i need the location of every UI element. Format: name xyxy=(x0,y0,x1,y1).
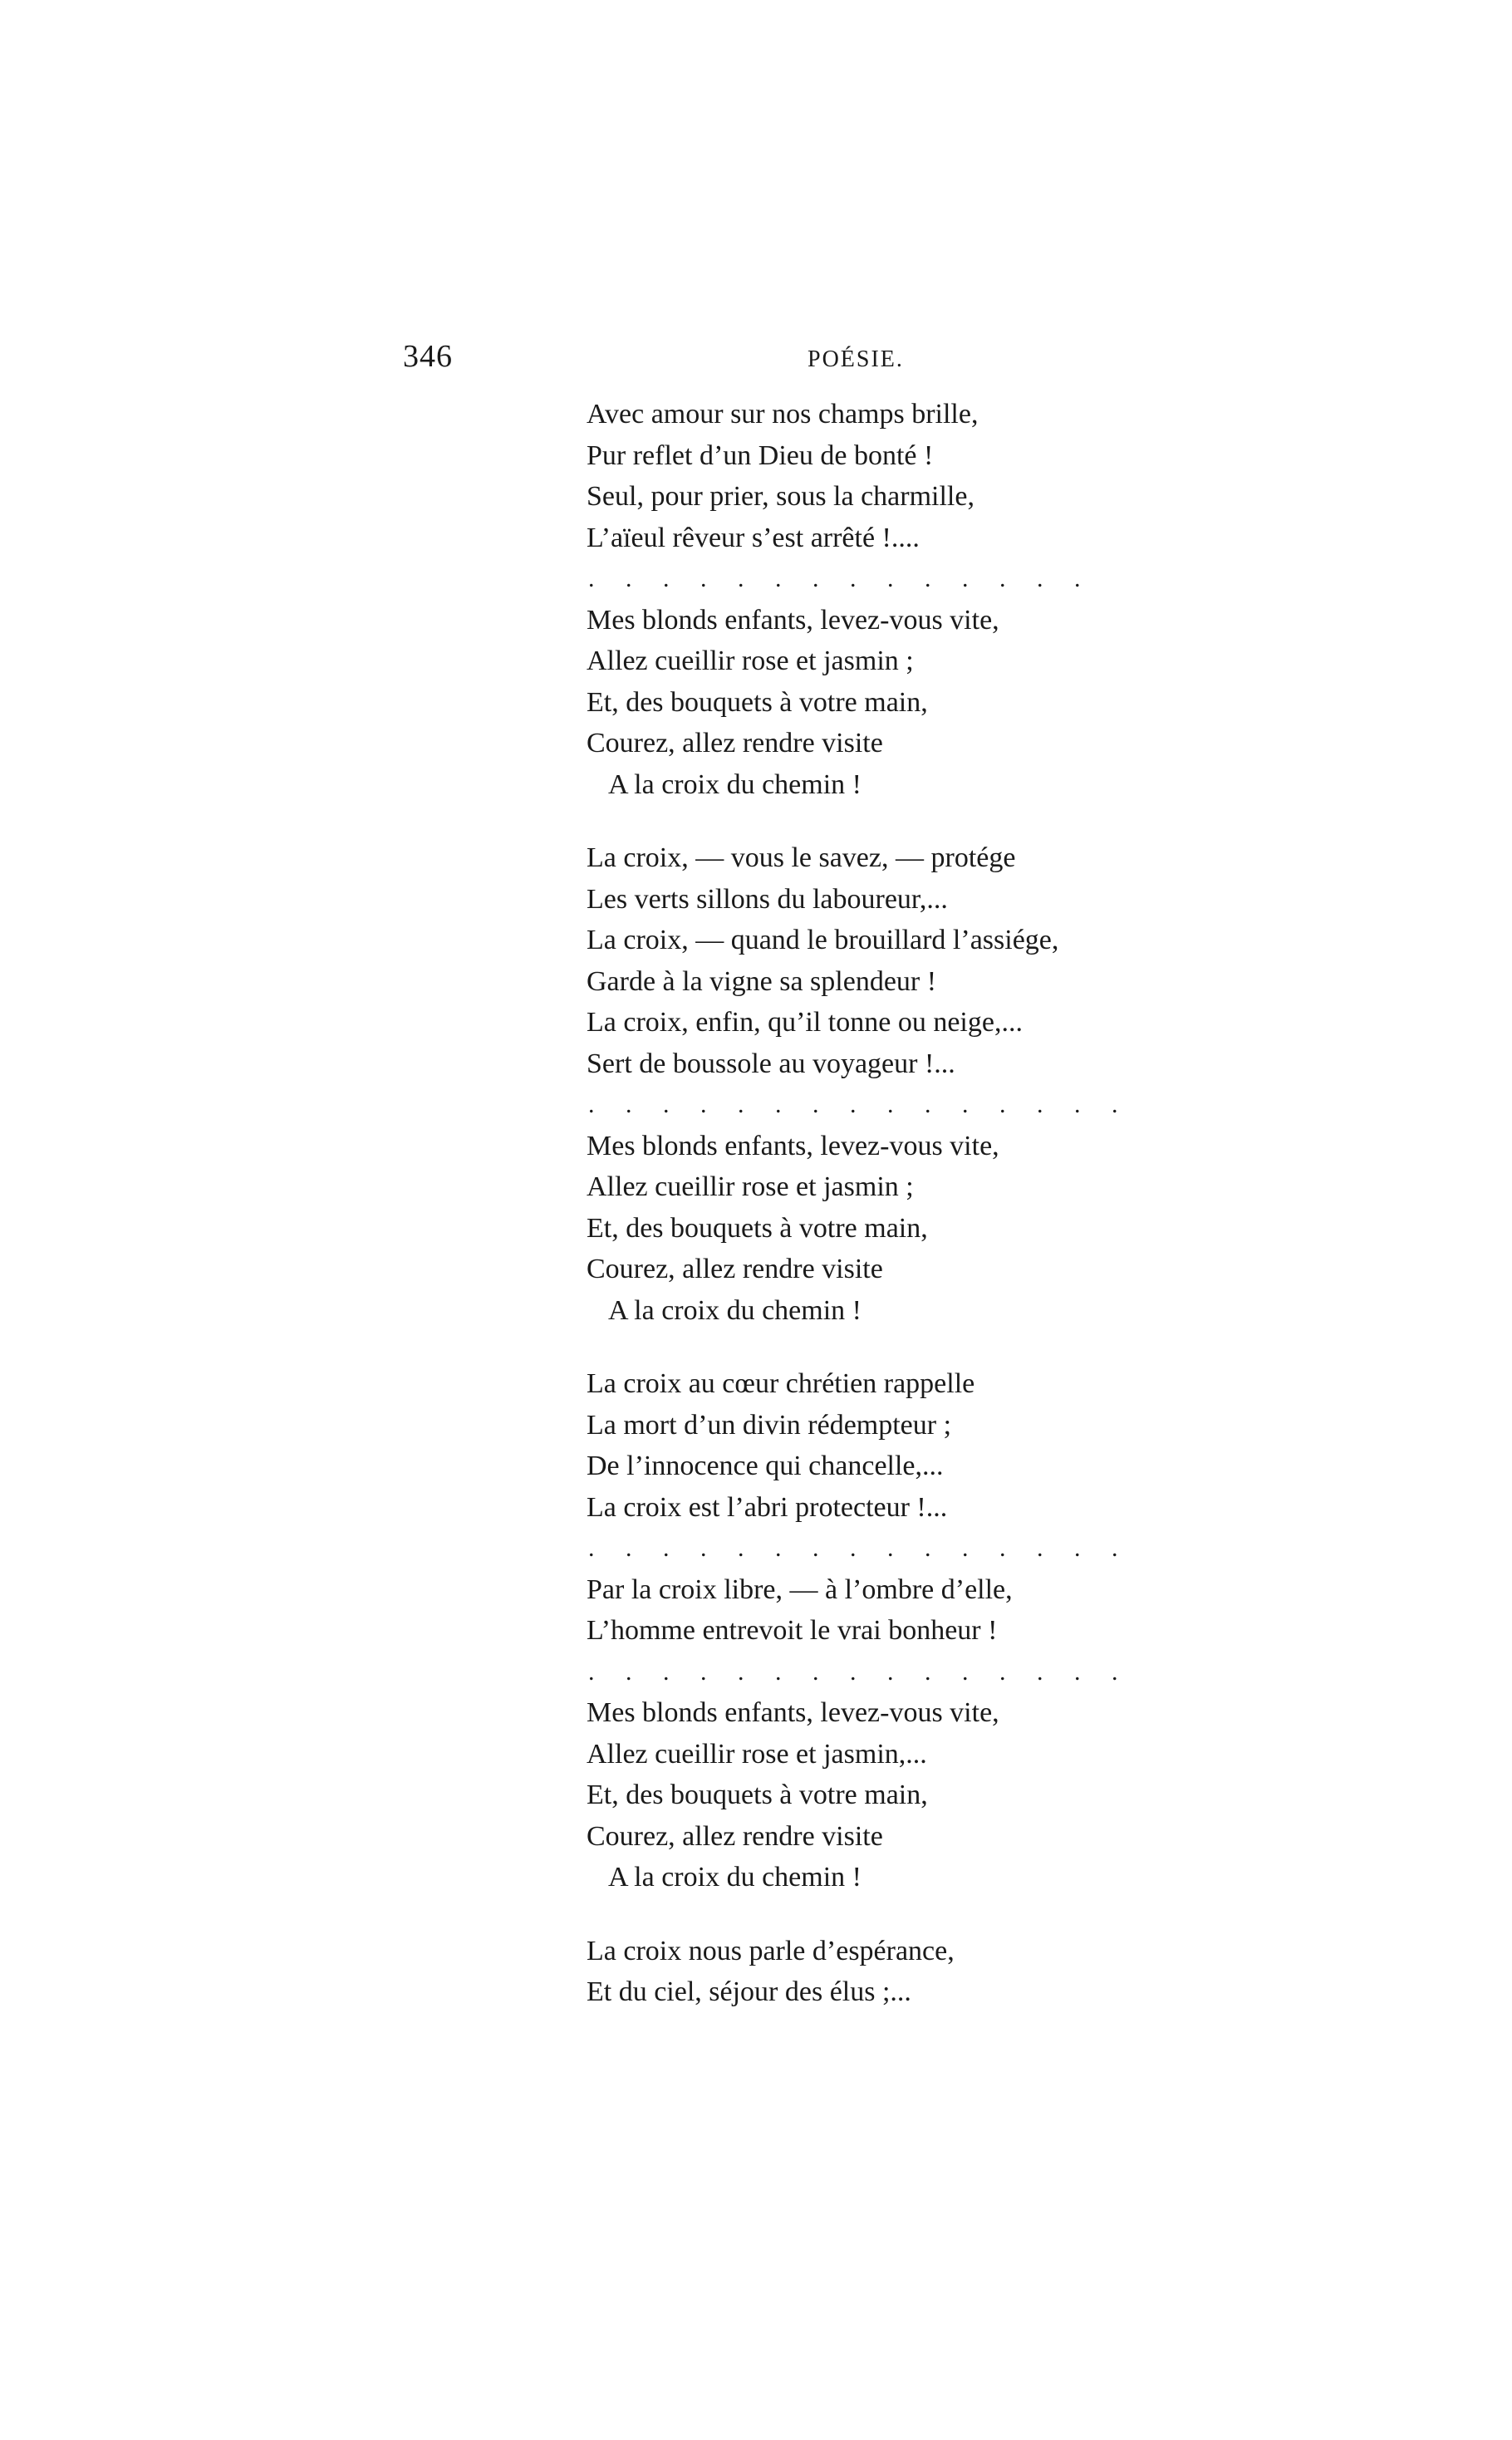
poem-line: Et, des bouquets à votre main, xyxy=(587,1780,928,1810)
poem-line: Courez, allez rendre visite xyxy=(587,1820,883,1852)
ellipsis-row: . . . . . . . . . . . . . . . xyxy=(588,1657,1131,1686)
stanza-break xyxy=(587,1331,1218,1363)
page-number: 346 xyxy=(403,339,453,374)
poem-line: Par la croix libre, — à l’ombre d’elle, xyxy=(587,1573,1013,1605)
poem-line: Courez, allez rendre visite xyxy=(587,728,883,759)
poem-line: L’aïeul rêveur s’est arrêté !.... xyxy=(587,522,920,553)
poem-line: La croix au cœur chrétien rappelle xyxy=(587,1368,975,1399)
refrain-line: A la croix du chemin ! xyxy=(608,1294,862,1326)
poem-line: L’homme entrevoit le vrai bonheur ! xyxy=(587,1615,998,1646)
poem-line: De l’innocence qui chancelle,... xyxy=(587,1451,944,1481)
refrain-line: A la croix du chemin ! xyxy=(608,1862,862,1893)
poem-line: La croix est l’abri protecteur !... xyxy=(587,1491,948,1523)
stanza-break xyxy=(587,805,1218,837)
refrain-line: A la croix du chemin ! xyxy=(608,768,862,800)
stanza-break xyxy=(587,1898,1218,1931)
poem-text xyxy=(587,394,1218,2013)
poem-line: Courez, allez rendre visite xyxy=(587,1254,883,1284)
poem-line: La croix nous parle d’espérance, xyxy=(587,1935,955,1966)
poem-line: Mes blonds enfants, levez-vous vite, xyxy=(587,1697,999,1728)
poem-line: Les verts sillons du laboureur,... xyxy=(587,883,948,915)
poem-line: Allez cueillir rose et jasmin ; xyxy=(587,1171,914,1202)
poem-line: Mes blonds enfants, levez-vous vite, xyxy=(587,1130,999,1161)
poem-line: Seul, pour prier, sous la charmille, xyxy=(587,481,974,512)
poem-line: Et, des bouquets à votre main, xyxy=(587,1212,928,1244)
poem-line: Allez cueillir rose et jasmin ; xyxy=(587,646,914,676)
poem-line: Et, des bouquets à votre main, xyxy=(587,686,928,718)
poem-line: Et du ciel, séjour des élus ;... xyxy=(587,1976,911,2007)
poem-line: La croix, — quand le brouillard l’assiége, xyxy=(587,925,1059,955)
poem-line: Sert de boussole au voyageur !... xyxy=(587,1048,955,1079)
poem-line: Garde à la vigne sa splendeur ! xyxy=(587,965,937,997)
poem-line: La mort d’un divin rédempteur ; xyxy=(587,1409,952,1441)
poem-line: Pur reflet d’un Dieu de bonté ! xyxy=(587,439,934,471)
ellipsis-row: . . . . . . . . . . . . . . . xyxy=(588,1091,1131,1118)
poem-line: La croix, enfin, qu’il tonne ou neige,... xyxy=(587,1007,1023,1038)
ellipsis-row: . . . . . . . . . . . . . . xyxy=(588,565,1093,592)
running-head: POÉSIE. xyxy=(808,346,904,372)
ellipsis-row: . . . . . . . . . . . . . . . xyxy=(588,1534,1131,1562)
poem-line: Mes blonds enfants, levez-vous vite, xyxy=(587,604,999,636)
poem-line: La croix, — vous le savez, — protége xyxy=(587,842,1016,873)
poem-line: Avec amour sur nos champs brille, xyxy=(587,399,979,430)
poem-line: Allez cueillir rose et jasmin,... xyxy=(587,1738,927,1770)
